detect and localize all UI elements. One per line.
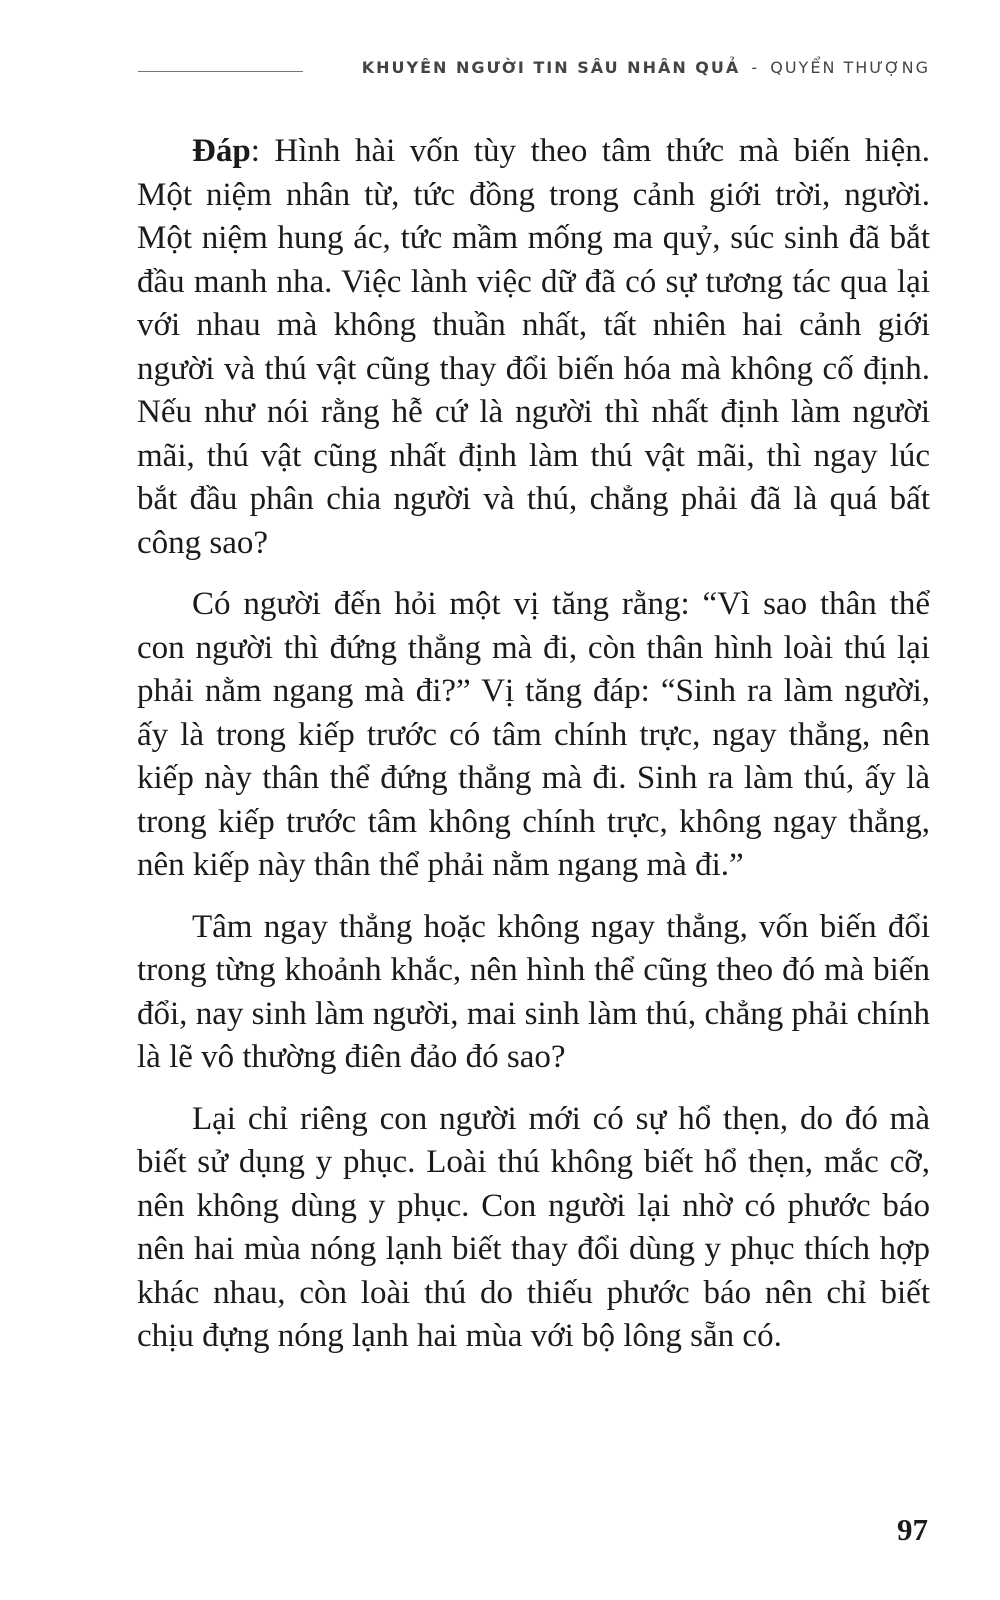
page-number: 97 <box>897 1512 928 1547</box>
header-book-title: KHUYÊN NGƯỜI TIN SÂU NHÂN QUẢ <box>361 58 741 77</box>
header-text <box>362 58 930 77</box>
paragraph: Có người đến hỏi một vị tăng rằng: “Vì sao thân thể con người thì đứng thẳng mà đi, còn thân hình loài thú lại phải nằm ngang mà đi?” Vị tăng đáp: “Sinh ra làm người, ấy là trong kiếp trước có tâm chính trực, ngay thẳng, nên kiếp này thân thể đứng thẳng mà đi. Sinh ra làm thú, ấy là trong kiếp trước tâm không chính trực, không ngay thẳng, nên kiếp này thân thể phải nằm ngang mà đi.” <box>137 586 930 883</box>
header-separator: - <box>751 58 760 77</box>
running-header <box>138 58 930 77</box>
paragraph-text: : Hình hài vốn tùy theo tâm thức mà biến hiện. Một niệm nhân từ, tức đồng trong cảnh giới trời, người. Một niệm hung ác, tức mầm mống ma quỷ, súc sinh đã bắt đầu manh nha. Việc lành việc dữ đã có sự tương tác qua lại với nhau mà không thuần nhất, tất nhiên hai cảnh giới người và thú vật cũng thay đổi biến hóa mà không cố định. Nếu như nói rằng hễ cứ là người thì nhất định làm người mãi, thú vật cũng nhất định làm thú vật mãi, thì ngay lúc bắt đầu phân chia người và thú, chẳng phải đã là quá bất công sao? <box>137 133 930 561</box>
answer-label: Đáp <box>192 133 251 169</box>
paragraph: Lại chỉ riêng con người mới có sự hổ thẹn, do đó mà biết sử dụng y phục. Loài thú không biết hổ thẹn, mắc cỡ, nên không dùng y phục. Con người lại nhờ có phước báo nên hai mùa nóng lạnh biết thay đổi dùng y phục thích hợp khác nhau, còn loài thú do thiếu phước báo nên chỉ biết chịu đựng nóng lạnh hai mùa với bộ lông sẵn có. <box>137 1100 930 1354</box>
body-text <box>137 130 930 1377</box>
header-volume: QUYỂN THƯỢNG <box>770 58 930 77</box>
paragraph-answer <box>137 130 930 565</box>
paragraph: Tâm ngay thẳng hoặc không ngay thẳng, vốn biến đổi trong từng khoảnh khắc, nên hình thể cũng theo đó mà biến đổi, nay sinh làm người, mai sinh làm thú, chẳng phải chính là lẽ vô thường điên đảo đó sao? <box>137 908 930 1075</box>
header-rule <box>138 71 303 72</box>
